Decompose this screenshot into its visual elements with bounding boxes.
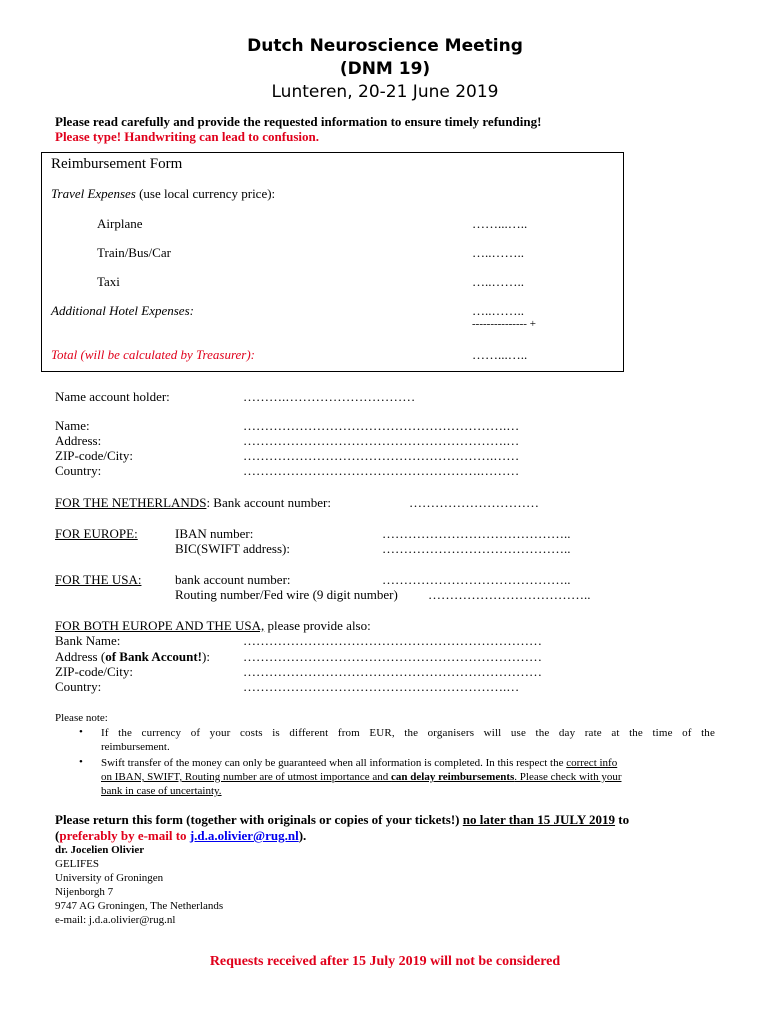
travel-note: (use local currency price): — [135, 186, 276, 201]
title-line-1: Dutch Neuroscience Meeting — [247, 36, 523, 56]
bank-address-label-c: ): — [201, 649, 210, 664]
bullet-icon: • — [79, 726, 83, 738]
contact-city: 9747 AG Groningen, The Netherlands — [55, 900, 224, 912]
bank-zip-field[interactable]: …………………………………………………………… — [243, 664, 542, 679]
footer-warning: Requests received after 15 July 2019 will not be considered — [209, 954, 561, 969]
usa-account-field[interactable]: …………………………………….. — [382, 572, 571, 587]
note-2-line-3: bank in case of uncertainty. — [101, 785, 222, 797]
title-line-2: (DNM 19) — [339, 59, 431, 79]
bank-name-field[interactable]: …………………………………………………………… — [243, 633, 542, 648]
routing-label: Routing number/Fed wire (9 digit number) — [175, 587, 398, 602]
contact-institute: GELIFES — [55, 858, 99, 870]
item-train-label: Train/Bus/Car — [97, 245, 171, 260]
travel-expenses-label — [51, 186, 275, 202]
bank-address-label — [55, 649, 210, 665]
country-label: Country: — [55, 463, 102, 478]
zip-field[interactable]: ………………………………………………….…… — [243, 448, 520, 463]
return-line-2 — [55, 828, 306, 844]
contact-email: e-mail: j.d.a.olivier@rug.nl — [55, 914, 176, 926]
usa-label: FOR THE USA: — [55, 572, 142, 587]
contact-street: Nijenborgh 7 — [55, 886, 114, 898]
country-field[interactable]: ……………………………………………….……… — [243, 463, 520, 478]
both-text: please provide also: — [264, 618, 371, 633]
total-field: ……...….. — [472, 347, 528, 362]
netherlands-label: FOR THE NETHERLANDS — [55, 495, 207, 510]
note-2-line-2-b: can delay reimbursements — [391, 771, 515, 783]
return-deadline: no later than 15 JULY 2019 — [462, 812, 616, 827]
iban-label: IBAN number: — [175, 526, 254, 541]
note-2-line-2-c: . Please check with your — [514, 771, 622, 783]
item-taxi-label: Taxi — [97, 274, 120, 289]
bank-zip-label: ZIP-code/City: — [55, 664, 133, 679]
intro-line-1: Please read carefully and provide the requested information to ensure timely refunding! — [55, 114, 542, 129]
bic-field[interactable]: …………………………………….. — [382, 541, 571, 556]
email-link[interactable]: j.d.a.olivier@rug.nl — [189, 828, 299, 843]
routing-field[interactable]: ……………………………….. — [428, 587, 591, 602]
zip-label: ZIP-code/City: — [55, 448, 133, 463]
return-line-2-a: ( — [55, 828, 60, 843]
bank-name-label: Bank Name: — [55, 633, 121, 648]
bank-address-label-b: of Bank Account! — [105, 649, 202, 664]
reimbursement-form-box — [41, 152, 624, 372]
item-airplane-label: Airplane — [97, 216, 143, 231]
usa-account-label: bank account number: — [175, 572, 291, 587]
item-taxi-field[interactable]: …..…….. — [472, 274, 524, 289]
contact-name: dr. Jocelien Olivier — [55, 844, 145, 856]
netherlands-text: : Bank account number: — [206, 495, 331, 510]
item-train-field[interactable]: …..…….. — [472, 245, 524, 260]
return-line-1 — [55, 812, 629, 828]
bank-address-field[interactable]: …………………………………………………………… — [243, 649, 542, 664]
bank-country-field[interactable]: …………………………………………………….… — [243, 679, 520, 694]
item-airplane-field[interactable]: ……...….. — [472, 216, 528, 231]
return-line-1-a: Please return this form (together with originals or copies of your tickets!) — [55, 812, 463, 827]
note-2-line-1-b: correct info — [566, 757, 618, 769]
note-2-line-2 — [101, 770, 621, 784]
note-2-line-2-a: on IBAN, SWIFT, Routing number are of utmost importance and — [101, 771, 392, 783]
netherlands-account-field[interactable]: ………………………… — [409, 495, 539, 510]
total-label: Total (will be calculated by Treasurer): — [51, 347, 256, 362]
return-line-2-b: preferably by e-mail to — [59, 828, 190, 843]
bank-address-label-a: Address ( — [55, 649, 106, 664]
note-1-line-2: reimbursement. — [101, 741, 170, 753]
name-field[interactable]: …………………………………………………….… — [243, 418, 520, 433]
netherlands-row — [55, 495, 331, 511]
iban-field[interactable]: …………………………………….. — [382, 526, 571, 541]
europe-label: FOR EUROPE: — [55, 526, 138, 541]
note-1-line-1: If the currency of your costs is different from EUR, the organisers will use the day rate at the time of the — [101, 727, 715, 739]
holder-label: Name account holder: — [55, 389, 170, 404]
return-line-2-c: ). — [298, 828, 307, 843]
holder-field[interactable]: ……….………………………… — [243, 389, 416, 404]
return-line-1-c: to — [615, 812, 630, 827]
both-label: FOR BOTH EUROPE AND THE USA, — [55, 618, 265, 633]
bank-country-label: Country: — [55, 679, 102, 694]
name-label: Name: — [55, 418, 90, 433]
hotel-label: Additional Hotel Expenses: — [51, 303, 194, 318]
sum-line: --------------- + — [472, 318, 536, 330]
address-label: Address: — [55, 433, 102, 448]
travel-label: Travel Expenses — [51, 186, 136, 201]
form-title: Reimbursement Form — [51, 156, 183, 172]
note-2-line-1 — [101, 756, 617, 770]
both-heading — [55, 618, 371, 634]
bullet-icon: • — [79, 756, 83, 768]
note-2-line-1-a: Swift transfer of the money can only be guaranteed when all information is completed. In this respect the — [101, 757, 567, 769]
bic-label: BIC(SWIFT address): — [175, 541, 290, 556]
subtitle: Lunteren, 20-21 June 2019 — [271, 82, 499, 102]
address-field[interactable]: …………………………………………………….… — [243, 433, 520, 448]
intro-line-2: Please type! Handwriting can lead to confusion. — [55, 129, 319, 144]
contact-university: University of Groningen — [55, 872, 164, 884]
notes-heading: Please note: — [55, 712, 108, 724]
hotel-field[interactable]: …..…….. — [472, 303, 524, 318]
